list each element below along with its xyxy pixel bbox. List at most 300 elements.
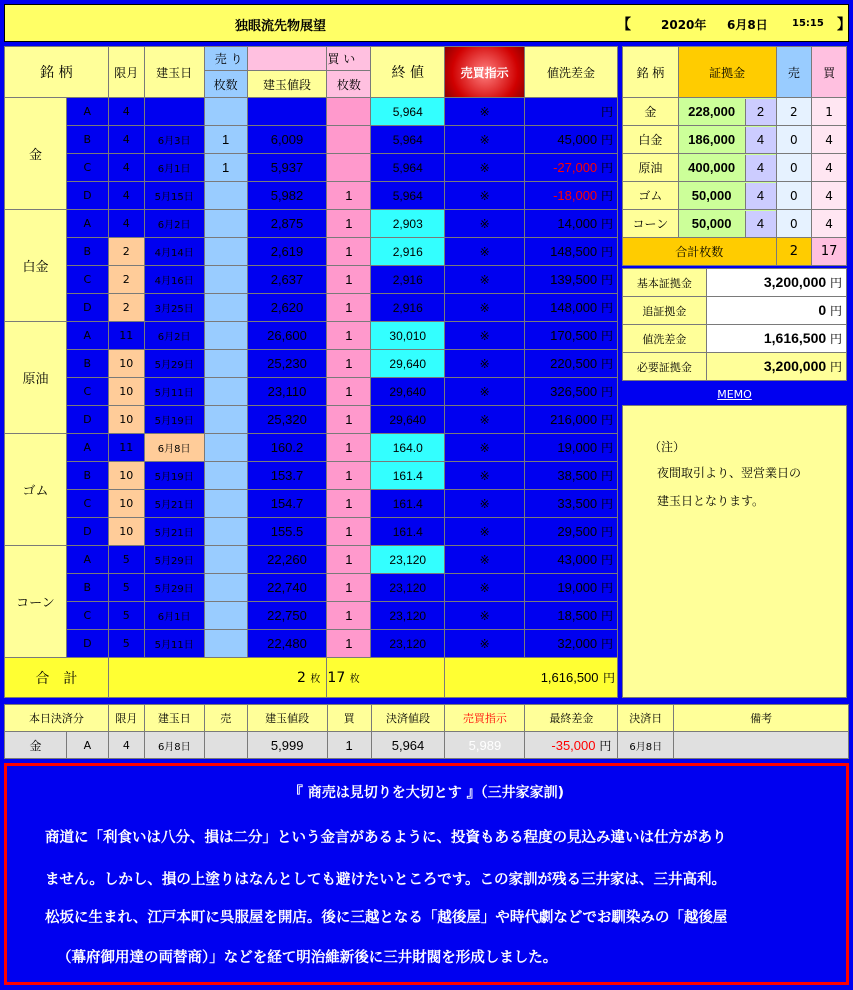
yen-unit: 円 [600,385,613,399]
instruction-mark: ※ [445,126,525,154]
position-row [5,98,618,126]
open-price: 23,110 [247,378,327,406]
settle-date: 6月8日 [144,732,204,759]
margin-cell [678,154,776,182]
position-letter: D [66,518,108,546]
buy-count: 1 [327,322,371,350]
totals-label: 合 計 [5,658,109,698]
yen-unit: 円 [600,413,613,427]
contract-month: 5 [108,602,144,630]
position-row [5,602,618,630]
diff-value: 139,500 [550,272,598,287]
yen-unit: 円 [600,609,613,623]
diff-value: 14,000 [557,216,598,231]
yen-unit: 円 [600,301,613,315]
position-letter: B [66,350,108,378]
diff-cell [525,350,618,378]
instruction-mark: ※ [445,294,525,322]
buy-count [327,98,371,126]
contract-month: 4 [108,126,144,154]
margin-sell: 0 [776,154,812,182]
margin-row [623,182,847,210]
open-date [144,98,204,126]
open-price: 22,480 [247,630,327,658]
margin-total-value [706,297,846,325]
diff-value: 216,000 [550,412,598,427]
position-letter: B [66,126,108,154]
position-row [5,434,618,462]
position-row [5,490,618,518]
diff-cell [525,602,618,630]
margin-cell [678,182,776,210]
diff-cell [525,546,618,574]
contract-month: 4 [108,98,144,126]
settle-header-settle-price: 決済値段 [371,705,445,732]
settle-header-price: 建玉値段 [247,705,327,732]
buy-count: 1 [327,434,371,462]
contract-month: 4 [108,210,144,238]
open-date: 5月29日 [144,546,204,574]
open-price: 25,230 [247,350,327,378]
quote-line-3: 松坂に生まれ、江戸本町に呉服屋を開店。後に三越となる「越後屋」や時代劇などでお馴染みの「越後屋 [45,910,728,926]
settle-header-date: 建玉日 [144,705,204,732]
diff-cell [525,182,618,210]
memo-line-2: 夜間取引より、翌営業日の [657,466,802,480]
sell-count [204,602,247,630]
position-row [5,154,618,182]
instruction-mark: ※ [445,98,525,126]
side-total-label: 合計枚数 [623,238,777,266]
sell-count [204,182,247,210]
diff-value: 19,000 [557,440,598,455]
settle-header-buy: 買 [327,705,371,732]
settle-buy: 1 [327,732,371,759]
margin-buy: 4 [812,154,847,182]
diff-value: 38,500 [557,468,598,483]
diff-cell [525,490,618,518]
header-sell-buy-span [247,47,327,71]
contract-month: 10 [108,350,144,378]
open-date: 6月1日 [144,602,204,630]
close-price: 29,640 [371,406,445,434]
open-price: 2,637 [247,266,327,294]
instruction-mark: ※ [445,154,525,182]
sell-count: 1 [204,154,247,182]
open-date: 6月1日 [144,154,204,182]
diff-value: 45,000 [557,132,598,147]
side-header-margin: 証拠金 [678,47,776,98]
diff-cell [525,210,618,238]
contract-month: 10 [108,406,144,434]
side-total-sell: 2 [776,238,812,266]
close-price: 164.0 [371,434,445,462]
instruction-mark: ※ [445,602,525,630]
buy-count: 1 [327,266,371,294]
open-price: 160.2 [247,434,327,462]
settle-price: 5,999 [247,732,327,759]
buy-count: 1 [327,630,371,658]
margin-total-row [623,325,847,353]
contract-month: 4 [108,182,144,210]
close-price: 161.4 [371,490,445,518]
instruction-mark: ※ [445,574,525,602]
instruction-mark: ※ [445,210,525,238]
yen-unit: 円 [600,189,613,203]
memo-line-3: 建玉日となります。 [657,494,765,508]
position-letter: A [66,322,108,350]
position-letter: A [66,434,108,462]
open-price: 2,620 [247,294,327,322]
open-date: 5月29日 [144,350,204,378]
diff-cell [525,126,618,154]
diff-cell [525,518,618,546]
buy-count: 1 [327,350,371,378]
yen-unit: 円 [829,332,842,346]
margin-summary-body [623,98,847,238]
margin-cell [678,126,776,154]
sell-count [204,350,247,378]
open-date: 6月8日 [144,434,204,462]
open-date: 4月16日 [144,266,204,294]
header-open-price: 建玉値段 [247,71,327,98]
contract-month: 2 [108,238,144,266]
contract-month: 2 [108,294,144,322]
open-date: 5月19日 [144,462,204,490]
position-row [5,546,618,574]
instruction-mark: ※ [445,490,525,518]
close-price: 23,120 [371,630,445,658]
position-letter: A [66,546,108,574]
settle-header-sell: 売 [204,705,247,732]
margin-count: 4 [745,183,776,209]
open-date: 5月21日 [144,490,204,518]
diff-cell [525,154,618,182]
position-row [5,266,618,294]
totals-sell: 2 枚 [108,658,327,698]
margin-sell: 0 [776,126,812,154]
close-price: 2,903 [371,210,445,238]
sell-count [204,434,247,462]
position-row [5,182,618,210]
brand-name: 白金 [5,210,67,322]
margin-value: 50,000 [691,187,732,203]
diff-cell [525,98,618,126]
buy-count [327,126,371,154]
instruction-mark: ※ [445,518,525,546]
sell-count [204,630,247,658]
position-row [5,574,618,602]
buy-count: 1 [327,210,371,238]
memo-box [622,405,847,698]
margin-total-label: 追証拠金 [623,297,707,325]
open-date: 6月2日 [144,210,204,238]
header-diff: 値洗差金 [525,47,618,98]
margin-total-value [706,325,846,353]
position-letter: C [66,602,108,630]
title-bar [4,4,849,42]
header-close: 終 値 [371,47,445,98]
yen-unit: 円 [600,469,613,483]
diff-cell [525,462,618,490]
instruction-mark: ※ [445,238,525,266]
sell-count [204,322,247,350]
open-price: 2,875 [247,210,327,238]
positions-table [4,46,618,698]
sell-count [204,210,247,238]
open-price: 154.7 [247,490,327,518]
margin-total-row [623,269,847,297]
margin-total-amount: 3,200,000 [763,274,827,290]
open-price: 153.7 [247,462,327,490]
instruction-mark: ※ [445,266,525,294]
yen-unit: 円 [600,133,613,147]
position-letter: A [66,210,108,238]
yen-unit: 円 [600,357,613,371]
margin-sell: 0 [776,182,812,210]
position-letter: D [66,406,108,434]
margin-row [623,98,847,126]
position-row [5,350,618,378]
diff-cell [525,406,618,434]
close-price: 5,964 [371,154,445,182]
position-row [5,322,618,350]
brand-name: ゴム [5,434,67,546]
yen-unit: 円 [600,497,613,511]
margin-sell: 2 [776,98,812,126]
close-price: 30,010 [371,322,445,350]
position-letter: B [66,238,108,266]
yen-unit: 円 [600,553,613,567]
margin-count: 2 [745,99,776,125]
margin-buy: 4 [812,182,847,210]
buy-count: 1 [327,574,371,602]
buy-count: 1 [327,182,371,210]
instruction-mark: ※ [445,378,525,406]
diff-value: 32,000 [557,636,598,651]
margin-brand: コーン [623,210,679,238]
open-price: 22,750 [247,602,327,630]
brand-name: 金 [5,98,67,210]
side-total-buy: 17 [812,238,847,266]
close-price: 2,916 [371,294,445,322]
margin-row [623,210,847,238]
quote-panel [4,763,849,985]
margin-brand: ゴム [623,182,679,210]
open-price: 5,937 [247,154,327,182]
buy-count [327,154,371,182]
contract-month: 5 [108,630,144,658]
settle-instruction: 5,989 [445,732,525,759]
margin-sell: 0 [776,210,812,238]
side-header-buy: 買 [812,47,847,98]
margin-value: 400,000 [688,159,736,175]
open-price: 22,740 [247,574,327,602]
buy-count: 1 [327,602,371,630]
open-price: 2,619 [247,238,327,266]
sell-count [204,490,247,518]
position-letter: C [66,490,108,518]
date-close-bracket: 】 [837,17,851,33]
buy-count: 1 [327,490,371,518]
margin-cell [678,98,776,126]
margin-total-row [623,353,847,381]
margin-total-value [706,269,846,297]
yen-unit: 円 [600,161,613,175]
close-price: 23,120 [371,602,445,630]
position-row [5,210,618,238]
settle-header-settle-date: 決済日 [618,705,674,732]
buy-count: 1 [327,294,371,322]
margin-buy: 4 [812,126,847,154]
contract-month: 5 [108,546,144,574]
brand-name: 原油 [5,322,67,434]
buy-count: 1 [327,406,371,434]
margin-total-label: 基本証拠金 [623,269,707,297]
contract-month: 2 [108,266,144,294]
sell-count: 1 [204,126,247,154]
open-date: 5月29日 [144,574,204,602]
margin-total-value [706,353,846,381]
position-row [5,378,618,406]
date-month-day: 6月8日 [727,18,768,32]
sell-count [204,574,247,602]
margin-count: 4 [745,155,776,181]
settle-pos: A [66,732,108,759]
yen-unit: 円 [600,105,613,119]
diff-value: 148,000 [550,300,598,315]
position-letter: B [66,462,108,490]
yen-unit: 円 [600,217,613,231]
open-price: 25,320 [247,406,327,434]
buy-count: 1 [327,518,371,546]
settle-header-instruction: 売買指示 [445,705,525,732]
close-price: 5,964 [371,182,445,210]
margin-row [623,126,847,154]
contract-month: 4 [108,154,144,182]
sell-count [204,238,247,266]
totals-buy: 17 枚 [327,658,445,698]
diff-cell [525,322,618,350]
position-letter: D [66,294,108,322]
margin-total-amount: 3,200,000 [763,358,827,374]
yen-unit: 円 [600,637,613,651]
open-date: 3月25日 [144,294,204,322]
contract-month: 10 [108,378,144,406]
margin-value: 228,000 [688,103,736,119]
position-letter: D [66,630,108,658]
yen-unit: 円 [600,245,613,259]
quote-heading: 『 商売は見切りを大切とす 』（三井家家訓) [288,785,565,801]
close-price: 29,640 [371,378,445,406]
header-buy-count: 枚数 [327,71,371,98]
position-row [5,406,618,434]
close-price: 5,964 [371,126,445,154]
margin-value: 186,000 [688,131,736,147]
date-time: 15:15 [792,18,824,29]
position-row [5,294,618,322]
date-open-bracket: 【 [617,17,631,33]
sell-count [204,294,247,322]
contract-month: 11 [108,322,144,350]
open-price: 22,260 [247,546,327,574]
yen-unit: 円 [600,525,613,539]
header-month: 限月 [108,47,144,98]
instruction-mark: ※ [445,434,525,462]
yen-unit: 円 [829,276,842,290]
open-date: 5月19日 [144,406,204,434]
settle-month: 4 [108,732,144,759]
position-letter: C [66,154,108,182]
diff-cell [525,434,618,462]
brand-name: コーン [5,546,67,658]
side-header-sell: 売 [776,47,812,98]
margin-total-label: 必要証拠金 [623,353,707,381]
position-row [5,238,618,266]
margin-total-row [623,297,847,325]
diff-value: 19,000 [557,580,598,595]
diff-cell [525,294,618,322]
margin-count: 4 [745,127,776,153]
margin-brand: 金 [623,98,679,126]
instruction-mark: ※ [445,630,525,658]
open-date: 6月2日 [144,322,204,350]
page-title: 独眼流先物展望 [235,19,327,34]
diff-value: -18,000 [553,188,598,203]
instruction-mark: ※ [445,462,525,490]
margin-value: 50,000 [691,215,732,231]
margin-total-amount: 1,616,500 [763,330,827,346]
yen-unit: 円 [600,273,613,287]
close-price: 161.4 [371,462,445,490]
memo-link[interactable]: MEMO [717,388,752,401]
margin-row [623,154,847,182]
sell-count [204,546,247,574]
sell-count [204,518,247,546]
yen-unit: 円 [829,304,842,318]
quote-line-1: 商道に「利食いは八分、損は二分」という金言があるように、投資もある程度の見込み違いは仕方があり [45,830,727,846]
instruction-mark: ※ [445,182,525,210]
margin-total-amount: 0 [818,302,827,318]
yen-unit: 円 [829,360,842,374]
diff-value: 170,500 [550,328,598,343]
settle-header-note: 備考 [674,705,849,732]
header-open-date: 建玉日 [144,47,204,98]
buy-count: 1 [327,378,371,406]
position-row [5,518,618,546]
close-price: 161.4 [371,518,445,546]
memo-header [622,383,847,403]
close-price: 23,120 [371,574,445,602]
yen-unit: 円 [600,441,613,455]
memo-line-1: （注） [649,440,686,454]
open-date: 5月11日 [144,378,204,406]
margin-total-label: 値洗差金 [623,325,707,353]
settle-settle-date: 6月8日 [618,732,674,759]
header-sell: 売 り [204,47,247,71]
positions-body [5,98,618,658]
open-price: 155.5 [247,518,327,546]
yen-unit: 円 [600,581,613,595]
open-price: 6,009 [247,126,327,154]
close-price: 29,640 [371,350,445,378]
quote-line-2: ません。しかし、損の上塗りはなんとしても避けたいところです。この家訓が残る三井家は、三井高利。 [45,872,727,888]
open-price [247,98,327,126]
position-letter: C [66,266,108,294]
settle-final-diff: -35,000 円 [525,732,618,759]
contract-month: 10 [108,462,144,490]
settle-sell [204,732,247,759]
margin-brand: 白金 [623,126,679,154]
